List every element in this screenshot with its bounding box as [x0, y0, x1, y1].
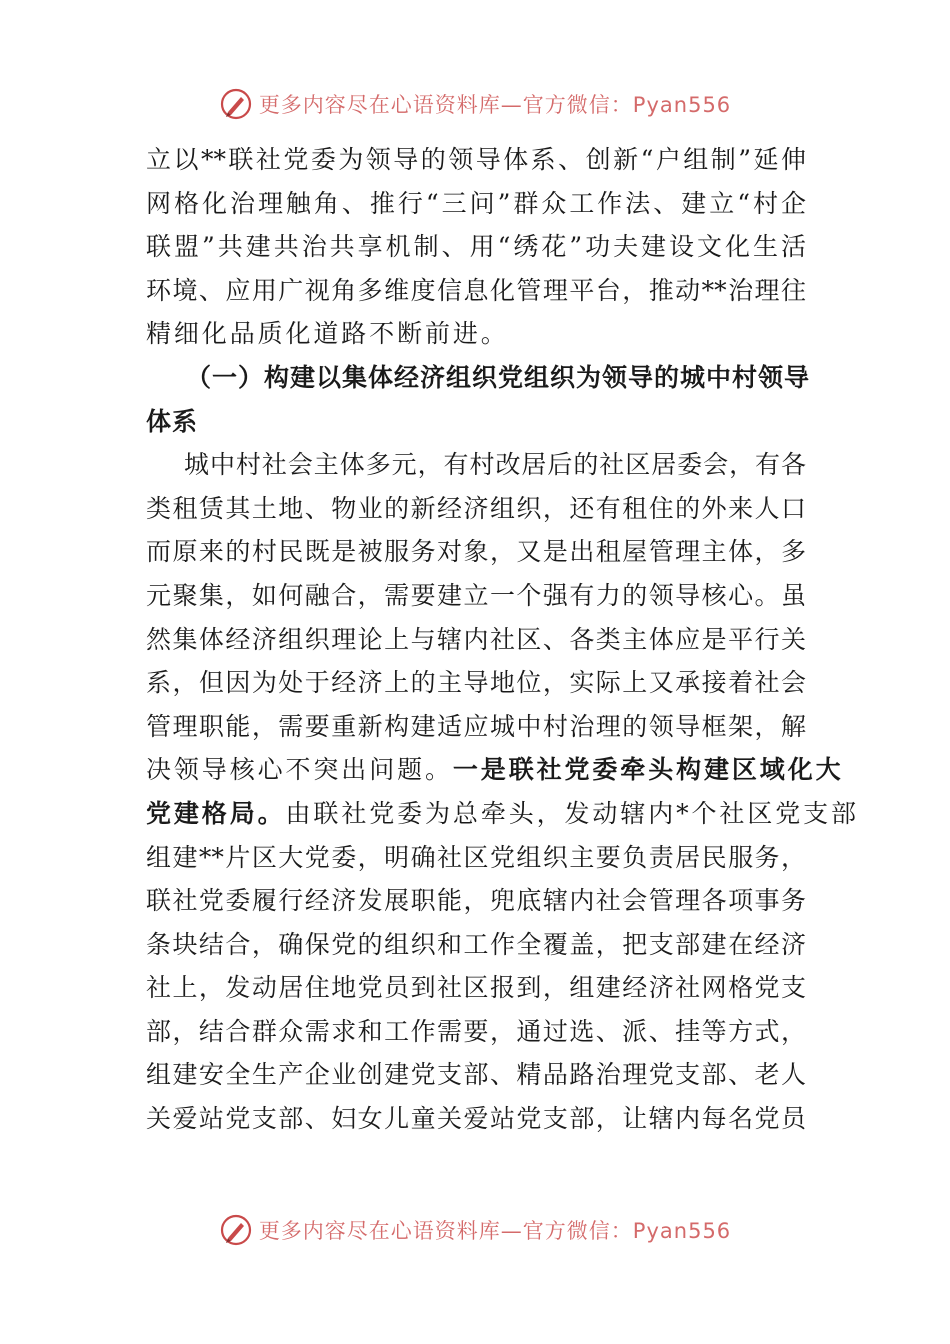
text-bold: 党建格局。	[146, 798, 286, 828]
text-line: 精细化品质化道路不断前进。	[146, 319, 509, 349]
text-bold: 一是联社党委牵头构建区域化大	[452, 755, 844, 785]
section-heading: （一）构建以集体经济组织党组织为领导的城中村领导	[186, 362, 811, 392]
text-line: 立以**联社党委为领导的领导体系、创新“户组制”延伸	[146, 145, 806, 174]
text-line: 联社党委履行经济发展职能，兜底辖内社会管理各项事务	[146, 886, 806, 916]
text-line: 而原来的村民既是被服务对象，又是出租屋管理主体，多	[146, 537, 806, 567]
text-line-mixed	[146, 748, 844, 792]
text-line: 系，但因为处于经济上的主导地位，实际上又承接着社会	[146, 668, 806, 698]
text-line: 环境、应用广视角多维度信息化管理平台，推动**治理往	[146, 275, 806, 305]
section-heading: 体系	[146, 406, 199, 436]
text-line: 元聚集，如何融合，需要建立一个强有力的领导核心。虽	[146, 580, 806, 610]
text-line: 条块结合，确保党的组织和工作全覆盖，把支部建在经济	[146, 929, 806, 959]
text-line: 关爱站党支部、妇女儿童关爱站党支部，让辖内每名党员	[146, 1104, 806, 1134]
document-body	[146, 138, 859, 1141]
text-line: 社上，发动居住地党员到社区报到，组建经济社网格党支	[146, 973, 806, 1003]
text-line: 组建安全生产企业创建党支部、精品路治理党支部、老人	[146, 1060, 806, 1090]
text-line: 联盟”共建共治共享机制、用“绣花”功夫建设文化生活	[146, 232, 806, 262]
watermark-text: 更多内容尽在心语资料库—官方微信：Pyan556	[258, 93, 732, 117]
watermark-text: 更多内容尽在心语资料库—官方微信：Pyan556	[258, 1219, 732, 1243]
text-line: 城中村社会主体多元，有村改居后的社区居委会，有各	[184, 450, 806, 480]
text-line: 类租赁其土地、物业的新经济组织，还有租住的外来人口	[146, 493, 806, 523]
text-line: 然集体经济组织理论上与辖内社区、各类主体应是平行关	[146, 624, 806, 654]
text-line: 管理职能，需要重新构建适应城中村治理的领导框架，解	[146, 711, 806, 741]
pen-logo-icon	[219, 87, 253, 121]
text-line: 部，结合群众需求和工作需要，通过选、派、挂等方式，	[146, 1016, 806, 1046]
watermark-header	[0, 84, 950, 124]
text-normal: 决领导核心不突出问题。	[146, 755, 453, 785]
watermark-footer	[0, 1210, 950, 1250]
text-normal: 由联社党委为总牵头，发动辖内*个社区党支部	[285, 798, 859, 828]
text-line: 网格化治理触角、推行“三问”群众工作法、建立“村企	[146, 188, 806, 218]
pen-logo-icon	[219, 1213, 253, 1247]
text-line-mixed	[146, 792, 859, 836]
text-line: 组建**片区大党委，明确社区党组织主要负责居民服务，	[146, 842, 806, 872]
